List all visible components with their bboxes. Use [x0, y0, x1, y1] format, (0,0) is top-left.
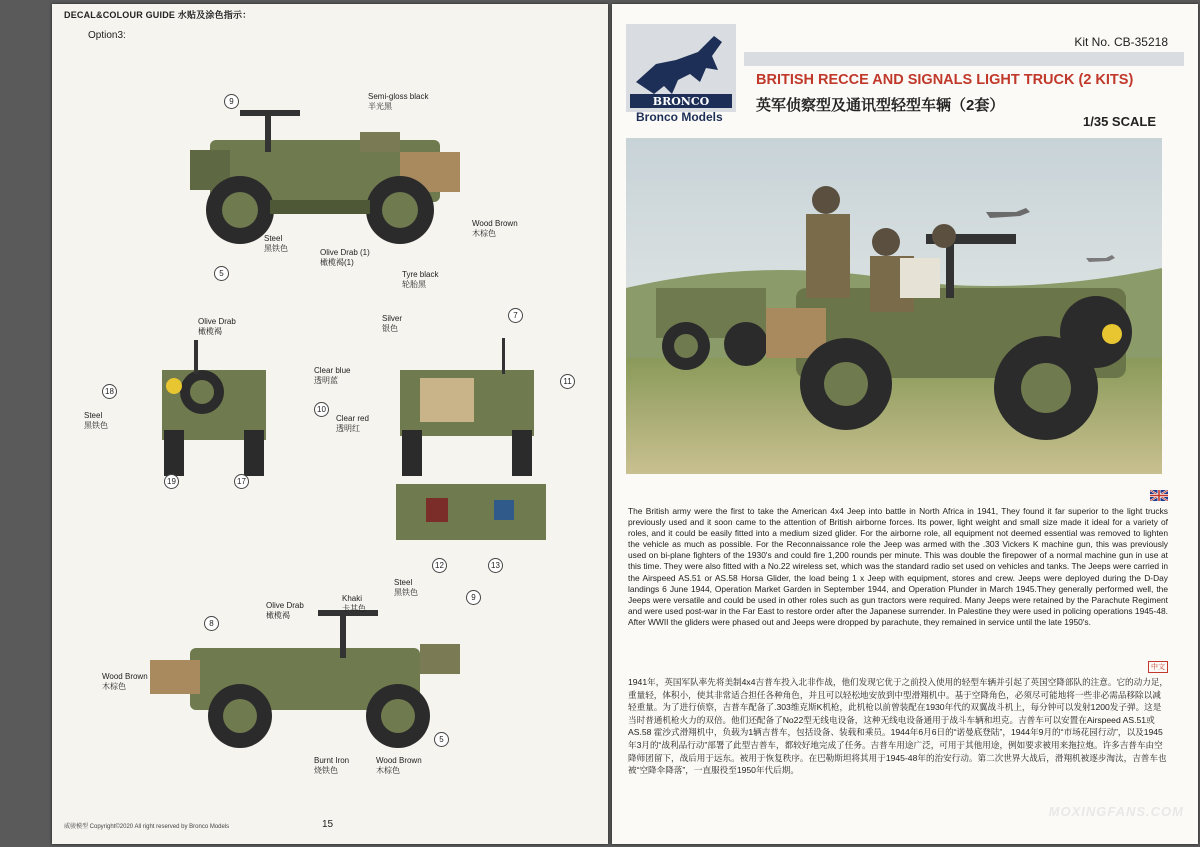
decal-colour-guide-page [52, 4, 608, 844]
brand-name: Bronco Models [636, 110, 723, 124]
label-clear-red: Clear red 透明红 [336, 414, 369, 433]
watermark: MOXINGFANS.COM [1048, 804, 1184, 819]
label-steel-side: Steel 黑铁色 [394, 578, 418, 597]
label-wood-brown-top: Wood Brown 木棕色 [472, 219, 518, 238]
callout-12: 12 [432, 558, 447, 573]
label-tyre-black: Tyre black 轮胎黑 [402, 270, 439, 289]
kit-number-block [1074, 34, 1168, 49]
english-history-text: The British army were the first to take the American 4x4 Jeep into battle in North Africa in 1941, They found it far superior to the light trucks previously used and it soon came to the attention of British airborne forces. Its power, light weight and small size made it ideal for a variety of roles, and it could be easily fitted into a medium sized glider. For the airborne role, all equipment not deemed essential was removed to lighten the vehicle as much as possible. For the Reconnaissance role the Jeep was armed with the .303 Vickers K machine gun, this was previously used on bi-plane fighters of the 1930's and could fire 1,200 rounds per minute. This was double the firepower of a normal machine gun in use at this time. They were also fitted with a No.22 wireless set, which was the standard radio set used on vehicles and tanks. The Jeeps were carried in the Airspeed AS.51 or AS.58 Horsa Glider, the load being 1 x Jeep with equipment, stores and crew. Jeeps were deployed during the D-Day landings 6 June 1944, Operation Market Garden in September 1944, and Operation Plunder in March 1945.They generally performed well, the Jeeps were versatile and could be used in other roles such as gun tractors were required. Many Jeeps were retained by the Parachute Regiment and were used post-war in the Far East to restore order after the Japanese surrender. In Palestine they were used in policing operations 1945-48. After WWII the gliders were phased out and Jeeps were dropped by parachute, they remained in service until the late 1950's. [628, 506, 1168, 627]
chinese-history-text: 1941年，英国军队率先将美制4x4吉普车投入北非作战，他们发现它优于之前投入使用的轻型车辆并引起了英国空降部队的注意。它的动力足，重量轻，体积小，使其非常适合担任各种角色，并且可以轻松地安放到中型滑翔机中。基于空降角色，必须尽可能地将一些非必需品移除以减轻重量。为了进行侦察，吉普车配备了.303维克斯K机枪，此机枪以前曾装配在1930年代的双翼战斗机上，每分钟可以发射1200发子弹。这是当时普通机枪火力的双倍。他们还配备了No22型无线电设备，这种无线电设备通用于战斗车辆和坦克。吉普车可以安置在Airspeed AS.51或AS.58 霍沙式滑翔机中，负载为1辆吉普车，包括设备、装载和乘员。1944年6月6日的“诺曼底登陆”，1944年9月的“市场花园行动”，以及1945年3月的“战利品行动”部署了此型吉普车，都较好地完成了任务。吉普车用途广泛，可用于其他用途，例如要求被用来拖拉炮。许多吉普车由空降师团留下，战后用于远东。被用于恢复秩序。在巴勒斯坦将其用于1945-48年的治安行动。第二次世界大战后，滑翔机被逐步淘汰，吉普车也被“空降伞降落”，一直服役至1950年代后期。 [628, 677, 1169, 776]
callout-9-top: 9 [224, 94, 239, 109]
label-silver: Silver 银色 [382, 314, 403, 333]
callout-18: 18 [102, 384, 117, 399]
label-olive-drab-1: Olive Drab (1) 橄榄褐(1) [320, 248, 370, 267]
bronco-horse-logo [626, 24, 736, 112]
label-olive-drab-side: Olive Drab 橄榄褐 [266, 601, 304, 620]
label-burnt-iron: Burnt Iron 烧铁色 [314, 756, 350, 775]
logo-wordmark: BRONCO [652, 95, 710, 108]
option-label: Option3: [88, 30, 126, 41]
label-semi-gloss-black: Semi-gloss black 半光黑 [368, 92, 429, 111]
callout-10: 10 [314, 402, 329, 417]
label-steel-top: Steel 黑铁色 [264, 234, 288, 253]
kit-number: CB-35218 [1113, 35, 1168, 49]
title-english: BRITISH RECCE AND SIGNALS LIGHT TRUCK (2 KITS) [756, 72, 1134, 88]
label-clear-blue: Clear blue 透明蓝 [314, 366, 351, 385]
callout-5-top: 5 [214, 266, 229, 281]
callout-5-bottom: 5 [434, 732, 449, 747]
uk-flag-icon [1150, 490, 1168, 501]
box-art-illustration [626, 138, 1162, 474]
jeep-rear-view [392, 330, 542, 480]
label-olive-drab-front: Olive Drab 橄榄褐 [198, 317, 236, 336]
callout-13: 13 [488, 558, 503, 573]
scale-label: 1/35 SCALE [1083, 114, 1156, 129]
callout-8: 8 [204, 616, 219, 631]
callout-17: 17 [234, 474, 249, 489]
kit-label: Kit No. [1074, 35, 1111, 49]
footer-copyright: 威骏模型 Copyright©2020 All right reserved by Bronco Models [64, 824, 230, 830]
label-wood-brown-left: Wood Brown 木棕色 [102, 672, 148, 691]
label-steel-front: Steel 黑铁色 [84, 411, 108, 430]
guide-header: DECAL&COLOUR GUIDE 水贴及涂色指示： [64, 10, 252, 20]
kit-header-bar [744, 52, 1184, 66]
title-chinese: 英军侦察型及通讯型轻型车辆（2套） [756, 97, 1005, 114]
label-wood-brown-bottom: Wood Brown 木棕色 [376, 756, 422, 775]
callout-7: 7 [508, 308, 523, 323]
jeep-side-view-right [170, 92, 460, 262]
jeep-rear-detail [396, 484, 546, 554]
callout-9-bottom: 9 [466, 590, 481, 605]
callout-19: 19 [164, 474, 179, 489]
box-art-page [612, 4, 1198, 844]
label-khaki: Khaki 卡其色 [342, 594, 366, 613]
page-number: 15 [322, 819, 334, 830]
jeep-front-view [144, 330, 284, 480]
callout-11: 11 [560, 374, 575, 389]
jeep-side-view-left [150, 604, 480, 754]
chinese-language-tag: 中文 [1148, 661, 1168, 673]
